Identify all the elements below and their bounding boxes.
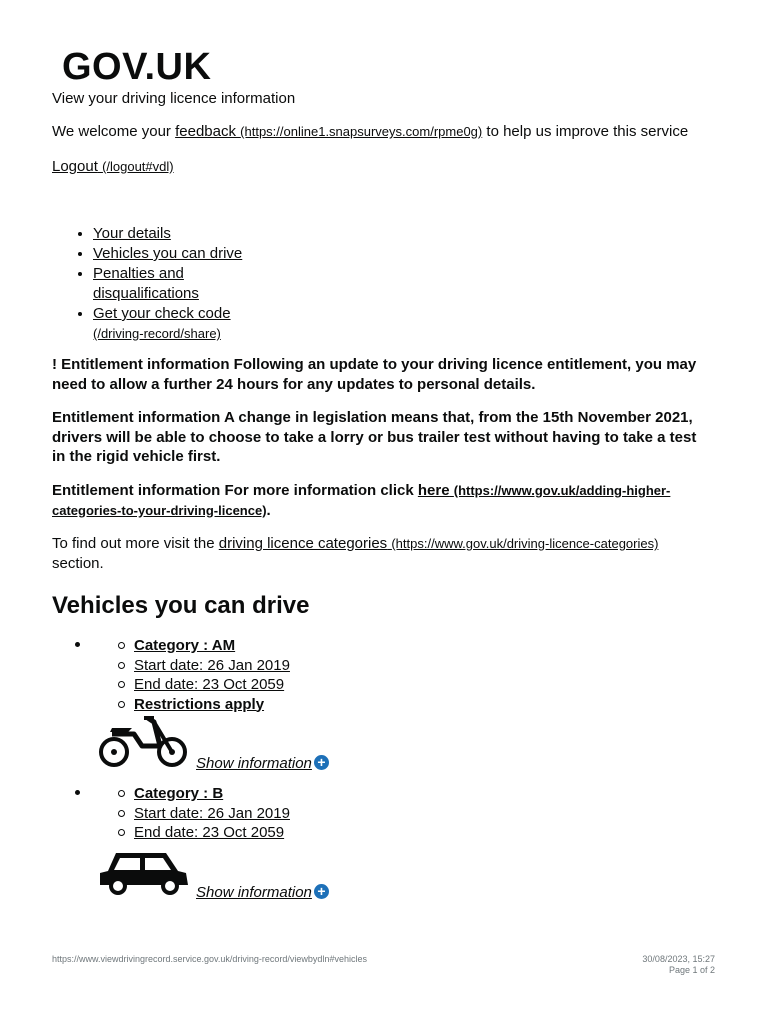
list-bullet (75, 642, 80, 647)
category-am-start-date[interactable]: Start date: 26 Jan 2019 (134, 656, 290, 674)
nav-link-your-details[interactable]: Your details (93, 225, 171, 242)
notice-more-info-prefix: Entitlement information For more information click (52, 482, 418, 499)
sub-navigation (52, 224, 293, 344)
categories-info-suffix: section. (52, 554, 104, 572)
categories-info (52, 534, 712, 573)
category-b-end-date[interactable]: End date: 23 Oct 2059 (134, 824, 285, 841)
print-footer-meta (642, 954, 715, 976)
feedback-banner (52, 122, 688, 142)
nav-link-check-code[interactable]: Get your check code (/driving-record/share) (93, 305, 231, 341)
category-am-row (52, 714, 652, 784)
print-footer-page: Page 1 of 2 (668, 965, 715, 975)
list-bullet (75, 790, 80, 795)
category-b-show-information[interactable]: Show information + (196, 883, 329, 903)
feedback-link[interactable]: feedback (https://online1.snapsurveys.com/rpme0g) (175, 123, 483, 140)
moped-icon (98, 716, 190, 770)
vehicle-category-details (52, 784, 652, 843)
vehicle-categories-list (52, 636, 652, 913)
print-footer-url: https://www.viewdrivingrecord.service.gov.uk/driving-record/viewbydln#vehicles (52, 954, 367, 964)
vehicle-category-item (52, 636, 652, 784)
nav-item-vehicles (93, 244, 293, 264)
vehicle-category-item (52, 784, 652, 913)
category-am-link[interactable]: Category : AM (134, 637, 236, 654)
nav-item-penalties (93, 264, 293, 304)
logout-link-url: (/logout#vdl) (102, 159, 174, 174)
categories-link-url: (https://www.gov.uk/driving-licence-categories) (391, 536, 659, 551)
nav-item-your-details (93, 224, 293, 244)
notice-here-link[interactable]: here (https://www.gov.uk/adding-higher-categories-to-your-driving-licence) (52, 482, 671, 518)
service-name[interactable]: View your driving licence information (52, 90, 296, 107)
govuk-logo[interactable]: GOV.UK (62, 46, 212, 88)
nav-item-check-code (93, 304, 293, 344)
category-b-row (52, 843, 652, 913)
feedback-link-url: (https://online1.snapsurveys.com/rpme0g) (240, 124, 483, 139)
categories-link[interactable]: driving licence categories (https://www.gov.uk/driving-licence-categories) (218, 535, 659, 552)
plus-icon: + (314, 755, 329, 770)
category-am-show-information[interactable]: Show information + (196, 754, 329, 774)
nav-link-check-code-url: (/driving-record/share) (93, 326, 221, 341)
notice-update: ! Entitlement information Following an update to your driving licence entitlement, you may need to allow a further 24 hours for any updates to personal details. (52, 356, 697, 393)
feedback-prefix: We welcome your (52, 123, 176, 140)
category-am-restrictions[interactable]: Restrictions apply (134, 695, 265, 713)
vehicle-category-details (52, 636, 652, 714)
logout (52, 157, 174, 177)
notice-here-link-url: (https://www.gov.uk/adding-higher-categories-to-your-driving-licence) (52, 483, 671, 518)
print-footer-datetime: 30/08/2023, 15:27 (642, 954, 715, 964)
category-b-start-date[interactable]: Start date: 26 Jan 2019 (134, 804, 290, 822)
car-icon (98, 851, 190, 895)
vehicles-heading: Vehicles you can drive (52, 592, 310, 619)
plus-icon: + (314, 884, 329, 899)
category-b-link[interactable]: Category : B (134, 785, 224, 802)
notice-legislation: Entitlement information A change in legislation means that, from the 15th November 2021, drivers will be able to choose to take a lorry or bus trailer test without having to take a test in the rigid vehicle first. (52, 409, 697, 465)
feedback-suffix: to help us improve this service (482, 123, 689, 140)
nav-link-penalties[interactable]: Penalties and disqualifications (93, 265, 199, 302)
category-am-end-date[interactable]: End date: 23 Oct 2059 (134, 676, 285, 693)
nav-link-vehicles[interactable]: Vehicles you can drive (93, 245, 243, 262)
logout-link[interactable]: Logout (/logout#vdl) (52, 158, 174, 175)
notice-more-info: Entitlement information For more information click here (https://www.gov.uk/adding-higher-categories-to-your-driving-licence). (52, 482, 671, 519)
categories-info-prefix: To find out more visit the (52, 535, 219, 552)
